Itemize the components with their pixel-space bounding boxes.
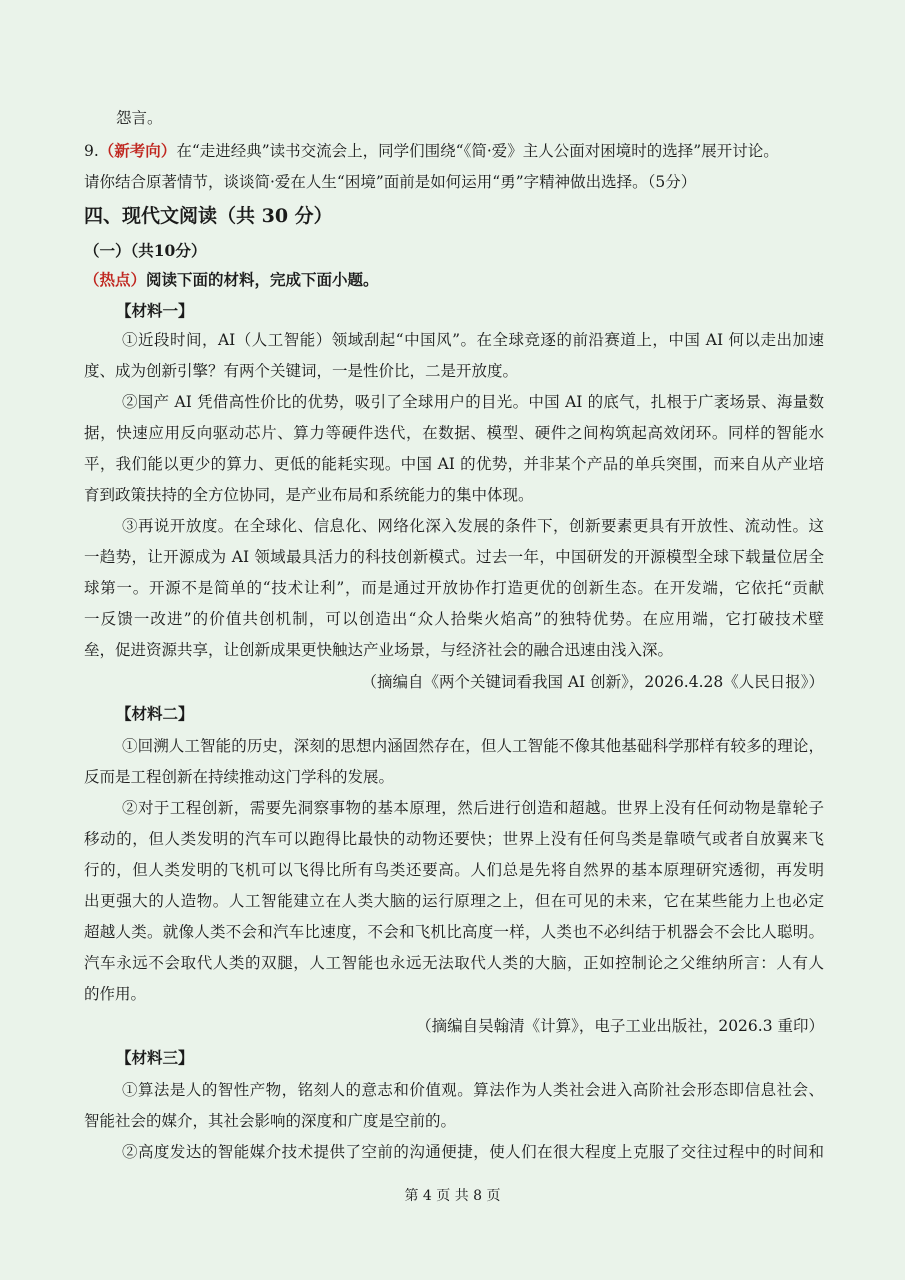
paragraph-line: ①近段时间，AI（人工智能）领域刮起“中国风”。在全球竞逐的前沿赛道上，中国 AI 何以走出加速 [122,331,824,349]
paragraph-line: 球第一。开源不是简单的“技术让利”，而是通过开放协作打造更优的创新生态。在开发端，它依托“贡献 [84,579,824,597]
instruction-text: 阅读下面的材料，完成下面小题。 [146,270,379,289]
material-2-title: 【材料二】 [116,704,194,723]
sub-section-title: （一）（共10分） [84,241,207,260]
question-9-line-2: 请你结合原著情节，谈谈简·爱在人生“困境”面前是如何运用“勇”字精神做出选择。（5分） [84,173,697,191]
paragraph-line: ①算法是人的智性产物，铭刻人的意志和价值观。算法作为人类社会进入高阶社会形态即信息社会、 [122,1081,824,1099]
hot-topic-tag: （热点） [84,270,147,289]
paragraph-line: 的作用。 [84,985,147,1003]
section-title: 四、现代文阅读（共 30 分） [84,205,333,227]
paragraph-line: 据，快速应用反向驱动芯片、算力等硬件迭代，在数据、模型、硬件之间构筑起高效闭环。同样的智能水 [84,424,824,442]
material-3-title: 【材料三】 [116,1048,194,1067]
paragraph-line: ②国产 AI 凭借高性价比的优势，吸引了全球用户的目光。中国 AI 的底气，扎根于广袤场景、海量数 [122,393,824,411]
paragraph-line: 平，我们能以更少的算力、更低的能耗实现。中国 AI 的优势，并非某个产品的单兵突围，而来自从产业培 [84,455,824,473]
paragraph-line: 智能社会的媒介，其社会影响的深度和广度是空前的。 [84,1112,457,1130]
paragraph-line: 育到政策扶持的全方位协同，是产业布局和系统能力的集中体现。 [84,486,534,504]
paragraph-line: 垒，促进资源共享，让创新成果更快触达产业场景，与经济社会的融合迅速由浅入深。 [84,641,674,659]
paragraph-line: 超越人类。就像人类不会和汽车比速度，不会和飞机比高度一样，人类也不必纠结于机器会不会比人聪明。 [84,923,824,941]
question-number: 9. [84,142,99,160]
paragraph-line: 移动的，但人类发明的汽车可以跑得比最快的动物还要快；世界上没有任何鸟类是靠喷气或者自放翼来飞 [84,830,824,848]
text-line: 怨言。 [116,109,163,127]
paragraph-line: 反而是工程创新在持续推动这门学科的发展。 [84,768,395,786]
paragraph-line: 汽车永远不会取代人类的双腿，人工智能也永远无法取代人类的大脑，正如控制论之父维纳所言：人有人 [84,954,824,972]
paragraph-line: 行的，但人类发明的飞机可以飞得比所有鸟类还要高。人们总是先将自然界的基本原理研究透彻，再发明 [84,861,824,879]
paragraph-line: ②高度发达的智能媒介技术提供了空前的沟通便捷，使人们在很大程度上克服了交往过程中的时间和 [122,1143,824,1161]
new-trend-tag: （新考向） [98,141,177,160]
material-2-source: （摘编自吴翰清《计算》，电子工业出版社，2026.3 重印） [416,1017,824,1035]
question-9-line-1 [84,141,824,161]
reading-instruction [84,270,824,290]
paragraph-line: ①回溯人工智能的历史，深刻的思想内涵固然存在，但人工智能不像其他基础科学那样有较多的理论， [122,737,824,755]
question-text: 在“走进经典”读书交流会上，同学们围绕“《简·爱》主人公面对困境时的选择”展开讨论。 [176,142,779,160]
material-1-source: （摘编自《两个关键词看我国 AI 创新》，2026.4.28《人民日报》） [361,673,824,691]
paragraph-line: 一反馈一改进”的价值共创机制，可以创造出“众人拾柴火焰高”的独特优势。在应用端，它打破技术壁 [84,610,824,628]
paragraph-line: ②对于工程创新，需要先洞察事物的基本原理，然后进行创造和超越。世界上没有任何动物是靠轮子 [122,799,824,817]
page-number-footer: 第 4 页 共 8 页 [404,1188,501,1204]
paragraph-line: 出更强大的人造物。人工智能建立在人类大脑的运行原理之上，但在可见的未来，它在某些能力上也必定 [84,892,824,910]
paragraph-line: 度、成为创新引擎？有两个关键词，一是性价比，二是开放度。 [84,362,519,380]
material-1-title: 【材料一】 [116,301,194,320]
paragraph-line: 一趋势，让开源成为 AI 领域最具活力的科技创新模式。过去一年，中国研发的开源模型全球下载量位居全 [84,548,824,566]
paragraph-line: ③再说开放度。在全球化、信息化、网络化深入发展的条件下，创新要素更具有开放性、流动性。这 [122,517,824,535]
